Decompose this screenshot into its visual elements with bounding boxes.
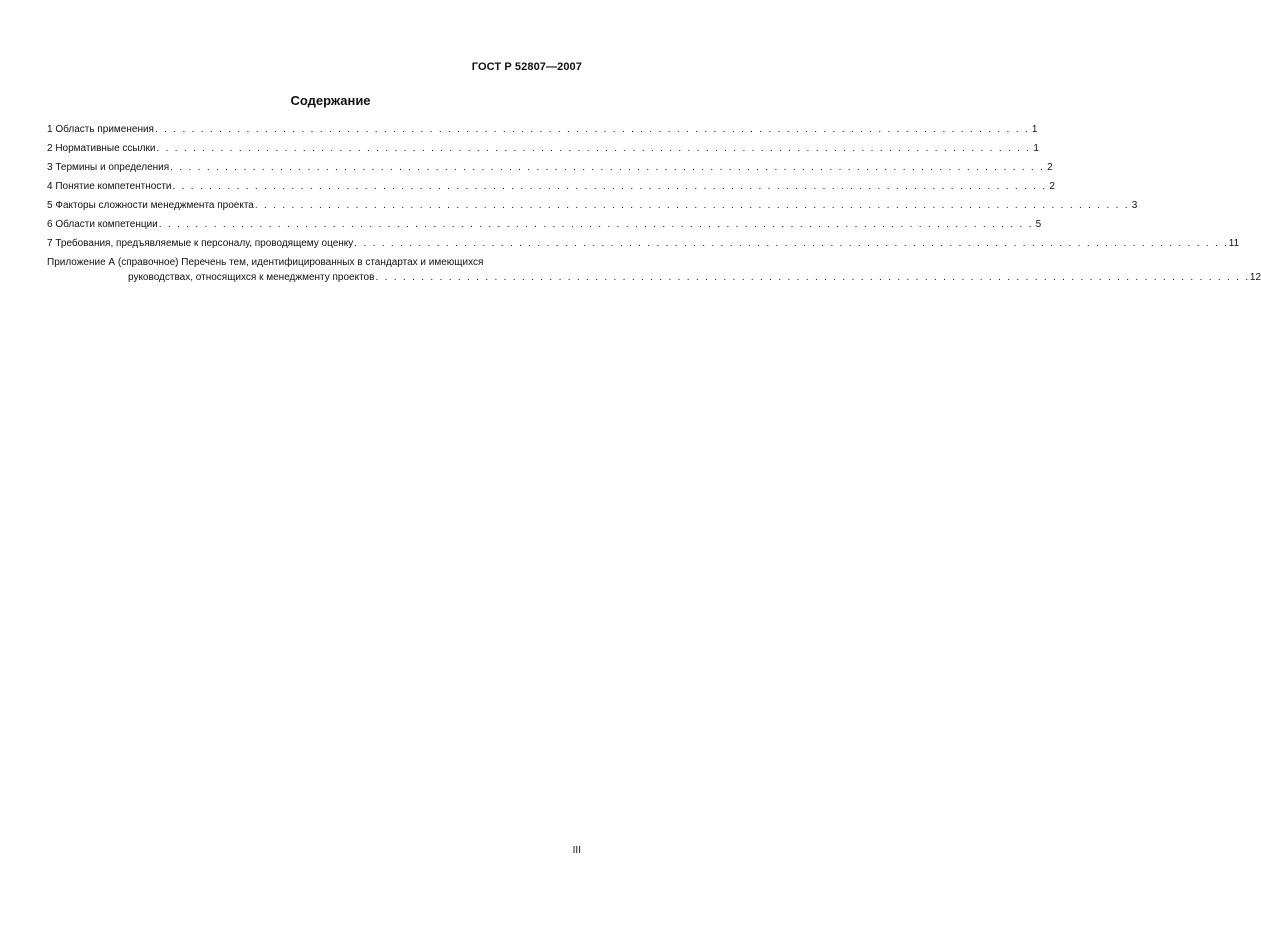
toc-item-label: 5 Факторы сложности менеджмента проекта (47, 200, 254, 211)
toc-item-page: 5 (1035, 219, 1042, 230)
document-code: ГОСТ Р 52807—2007 (471, 61, 582, 73)
appendix-title-line-2-text: руководствах, относящихся к менеджменту проектов (128, 272, 375, 283)
toc-item (47, 200, 1138, 219)
toc-appendix (47, 257, 1261, 291)
toc-item-page: 11 (1228, 238, 1240, 249)
toc-item-label: 3 Термины и определения (47, 162, 170, 173)
toc-leader-dots: . . . . . . . . . . . . . . . . . . . . . . . . . . . . . . . . . . . . . . . . . . . . . . . . . . . . . . . . . . . . . . . . . . . . . . . . . . . . . . . . . . . . . . . . . . . . . . . . (158, 219, 1034, 230)
toc-leader-dots: . . . . . . . . . . . . . . . . . . . . . . . . . . . . . . . . . . . . . . . . . . . . . . . . . . . . . . . . . . . . . . . . . . . . . . . . . . . . . . . . . . . . . . . . . . . . . . . . (354, 238, 1229, 249)
toc-leader-dots: . . . . . . . . . . . . . . . . . . . . . . . . . . . . . . . . . . . . . . . . . . . . . . . . . . . . . . . . . . . . . . . . . . . . . . . . . . . . . . . . . . . . . . . . . . . . . . . . (375, 272, 1250, 283)
toc-item (47, 219, 1042, 238)
page-number: III (572, 845, 581, 856)
toc-item-page: 2 (1049, 181, 1055, 192)
toc-leader-dots: . . . . . . . . . . . . . . . . . . . . . . . . . . . . . . . . . . . . . . . . . . . . . . . . . . . . . . . . . . . . . . . . . . . . . . . . . . . . . . . . . . . . . . . . . . . . . . . . (170, 162, 1045, 173)
appendix-title-line-1: Приложение А (справочное) Перечень тем, идентифицированных в стандартах и имеющихся (47, 257, 484, 268)
toc-leader-dots: . . . . . . . . . . . . . . . . . . . . . . . . . . . . . . . . . . . . . . . . . . . . . . . . . . . . . . . . . . . . . . . . . . . . . . . . . . . . . . . . . . . . . . . . . . . . . . . . (172, 181, 1047, 192)
toc-item-page: 3 (1131, 200, 1138, 211)
toc-leader-dots: . . . . . . . . . . . . . . . . . . . . . . . . . . . . . . . . . . . . . . . . . . . . . . . . . . . . . . . . . . . . . . . . . . . . . . . . . . . . . . . . . . . . . . . . . . . . . . . . (154, 124, 1030, 135)
toc-item-label: 1 Область применения (47, 124, 154, 135)
toc-item (47, 124, 1038, 143)
toc-item (47, 181, 1055, 200)
toc-item-label: 4 Понятие компетентности (47, 181, 172, 192)
toc-item (47, 143, 1039, 162)
toc-leader-dots: . . . . . . . . . . . . . . . . . . . . . . . . . . . . . . . . . . . . . . . . . . . . . . . . . . . . . . . . . . . . . . . . . . . . . . . . . . . . . . . . . . . . . . . . . . . . . . . . (156, 143, 1031, 154)
toc-leader-dots: . . . . . . . . . . . . . . . . . . . . . . . . . . . . . . . . . . . . . . . . . . . . . . . . . . . . . . . . . . . . . . . . . . . . . . . . . . . . . . . . . . . . . . . . . . . . . . . . (254, 200, 1130, 211)
table-of-contents (47, 124, 1261, 291)
toc-item (47, 238, 1240, 257)
toc-title: Содержание (290, 93, 371, 108)
toc-item-label: 7 Требования, предъявляемые к персоналу, проводящему оценку (47, 238, 354, 249)
toc-item-page: 2 (1047, 162, 1053, 173)
toc-item-page: 1 (1031, 124, 1038, 135)
toc-item-page: 12 (1249, 272, 1261, 283)
toc-item-label: 2 Нормативные ссылки (47, 143, 156, 154)
toc-item-label: 6 Области компетенции (47, 219, 158, 230)
toc-item-page: 1 (1033, 143, 1039, 154)
toc-item (47, 162, 1053, 181)
appendix-title-line-2 (47, 272, 1261, 291)
